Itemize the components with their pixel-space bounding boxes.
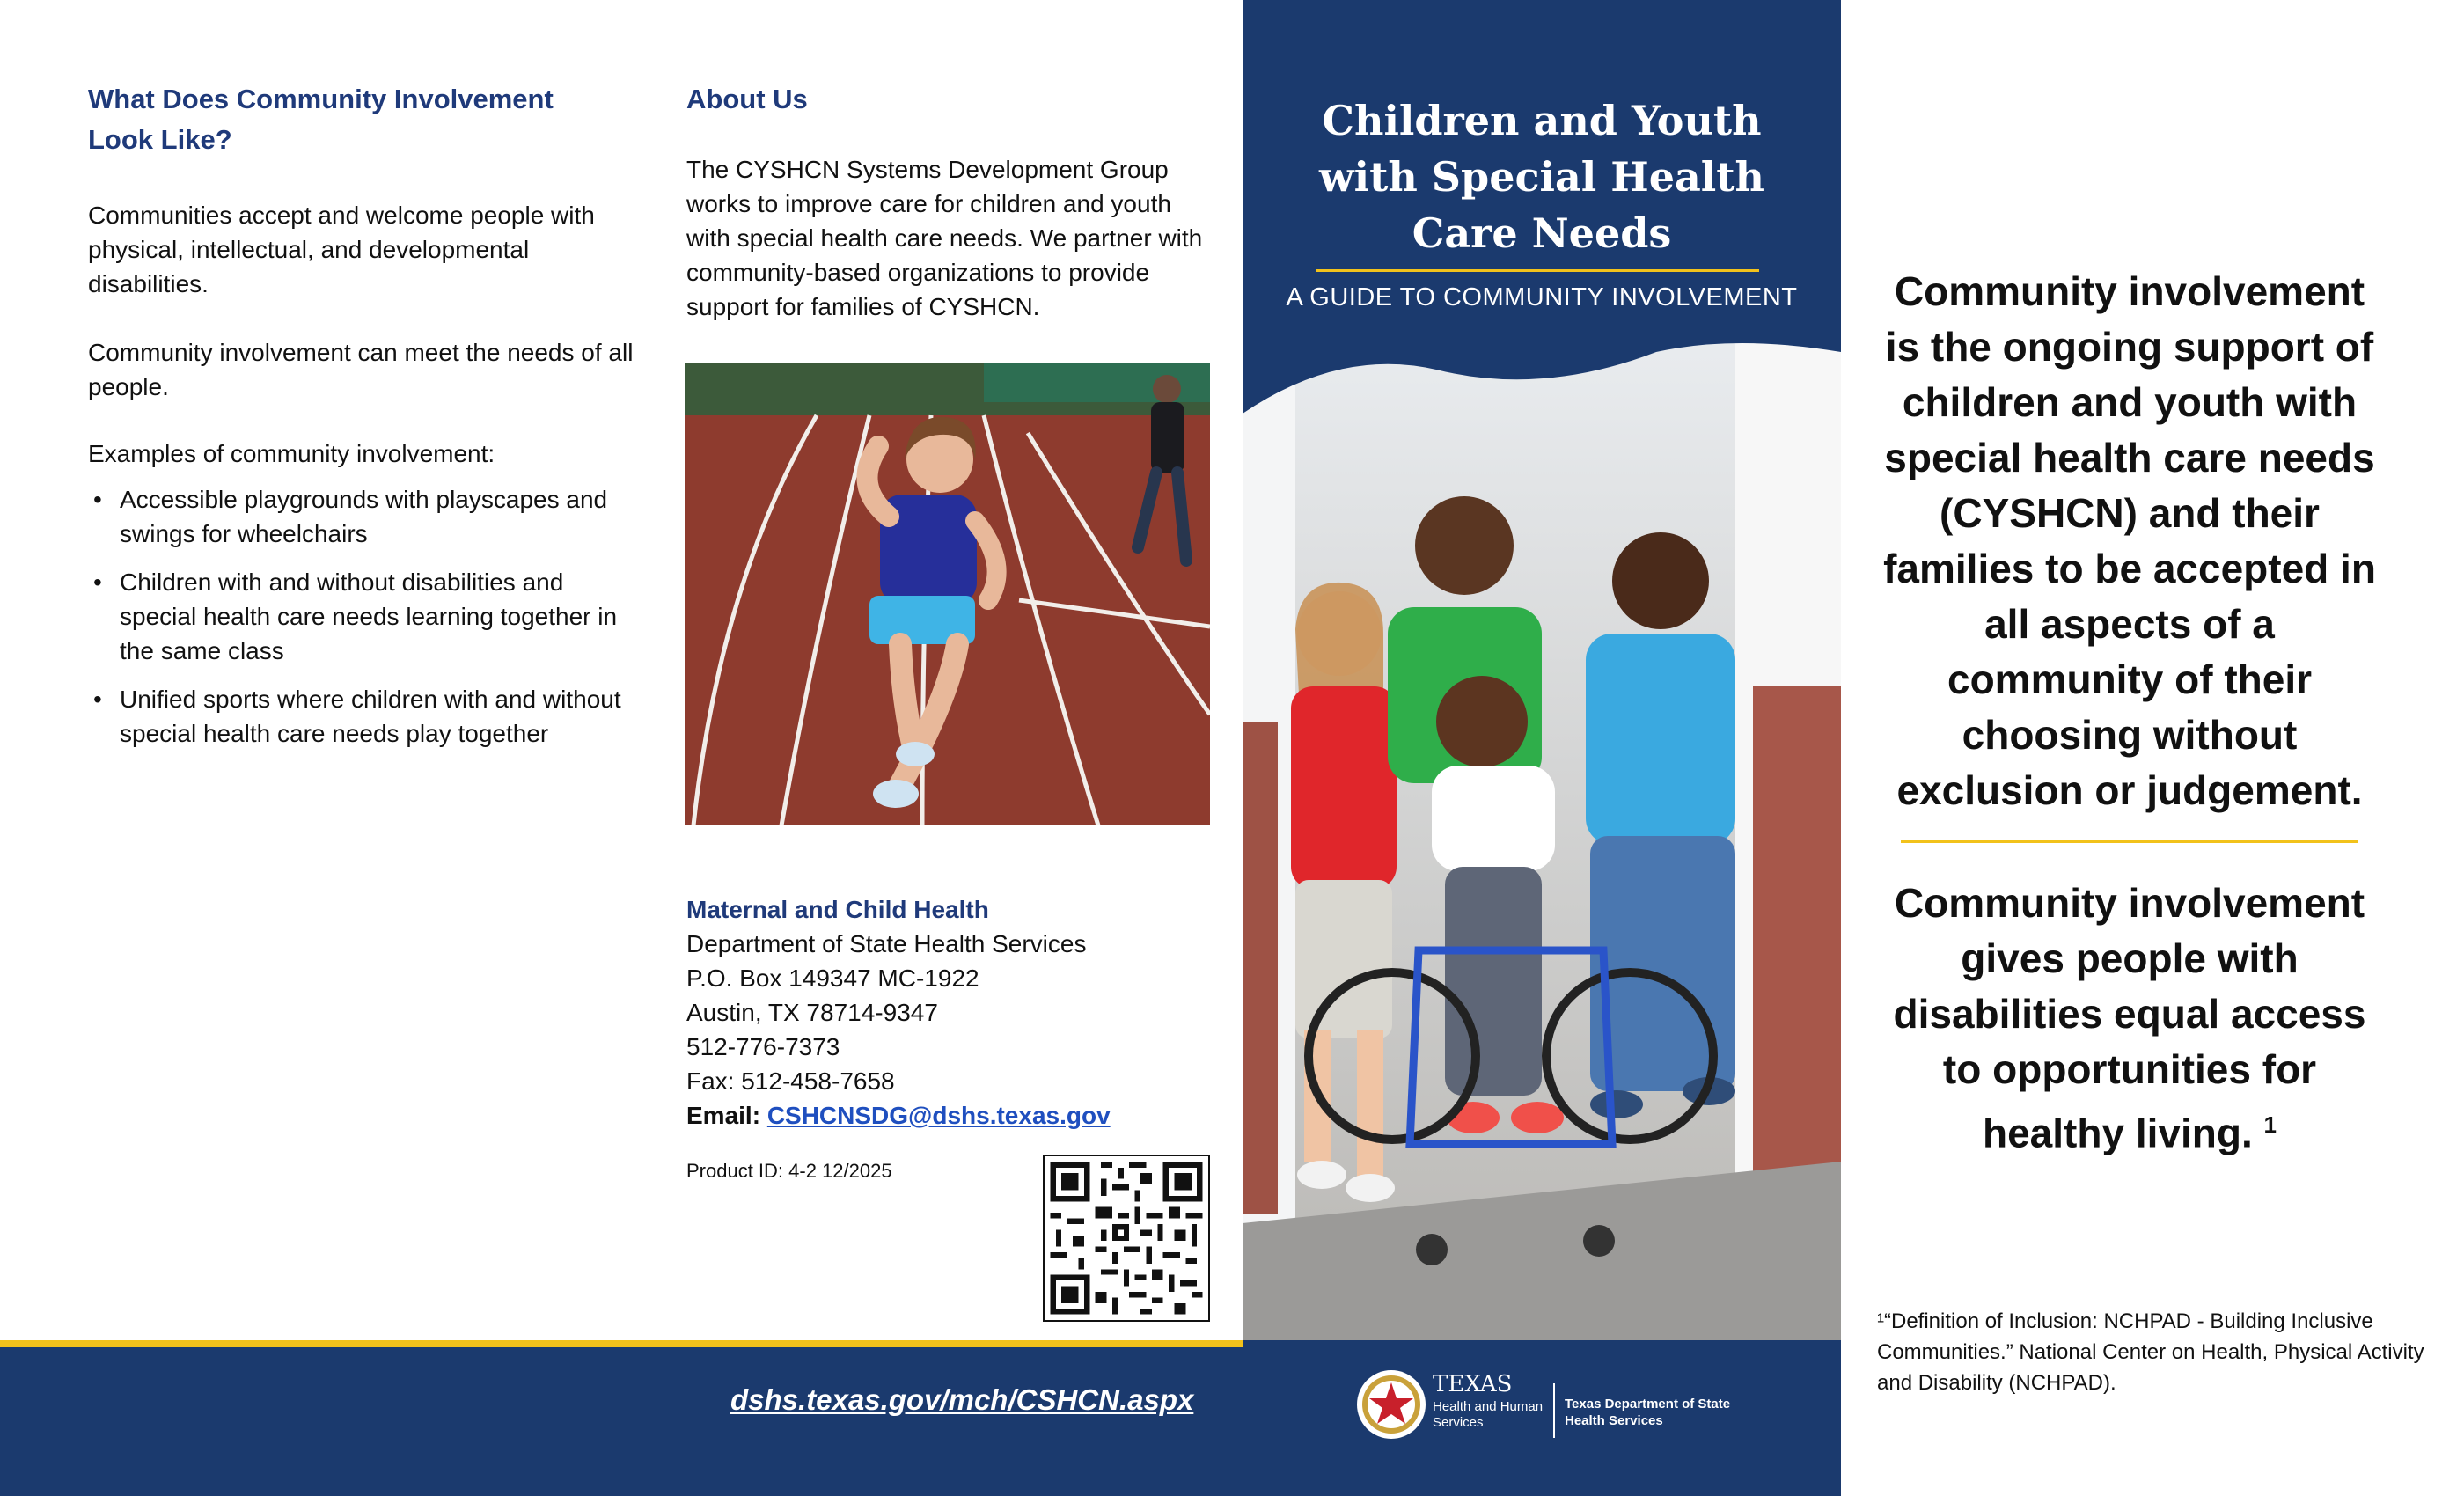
email-link[interactable]: CSHCNSDG@dshs.texas.gov [766, 1102, 1111, 1129]
contact-dept: Department of State Health Services [686, 930, 1087, 957]
footnote: ¹“Definition of Inclusion: NCHPAD - Building Inclusive Communities.” National Center on Health, Physical Activity and Disability (NCHPAD). [1877, 1309, 2424, 1395]
footnote-marker: 1 [2263, 1111, 2277, 1138]
contact-org: Maternal and Child Health [686, 896, 989, 923]
product-id: Product ID: 4-2 12/2025 [686, 1160, 892, 1182]
logo-divider [1553, 1383, 1555, 1438]
bullet: • [93, 568, 102, 596]
panel1-heading: What Does Community Involvement Look Like? [88, 84, 554, 155]
qr-code-icon[interactable] [1043, 1155, 1210, 1322]
contact-block [686, 892, 1232, 1133]
texas-star-seal-icon [1355, 1368, 1427, 1441]
right-gold-rule [1901, 840, 2358, 843]
contact-po-box: P.O. Box 149347 MC-1922 [686, 964, 979, 992]
list-item: • Children with and without disabilities and special health care needs learning together in the same class [88, 565, 634, 668]
list-item: • Unified sports where children with and without special health care needs play together [88, 682, 634, 751]
contact-phone: 512-776-7373 [686, 1033, 840, 1060]
gold-divider [0, 1340, 1243, 1347]
bullet: • [93, 686, 102, 713]
email-label: Email: [686, 1102, 761, 1129]
cover-gold-rule [1316, 269, 1759, 272]
cover-subtitle: A GUIDE TO COMMUNITY INVOLVEMENT [1286, 283, 1798, 312]
website-link[interactable]: dshs.texas.gov/mch/CSHCN.aspx [730, 1383, 1194, 1416]
statement-1: Community involvement is the ongoing support of children and youth with special health care needs (CYSHCN) and their families to be accepted in all aspects of a community of their choosing without exclusion or judgement. [1883, 268, 2376, 813]
panel1-paragraph-1: Communities accept and welcome people with physical, intellectual, and developmental disabilities. [88, 202, 595, 297]
logo-dshs: Texas Department of State Health Services [1565, 1397, 1731, 1428]
logo-texas: TEXAS [1433, 1371, 1513, 1397]
cover-title: Children and Youth with Special Health Care Needs [1319, 97, 1764, 257]
contact-fax: Fax: 512-458-7658 [686, 1067, 895, 1095]
logo-hhs: Health and Human Services [1433, 1399, 1544, 1430]
about-us-heading: About Us [686, 84, 808, 114]
panel1-paragraph-2: Community involvement can meet the needs of all people. [88, 339, 634, 400]
running-girl-photo [685, 363, 1210, 825]
examples-list [88, 482, 634, 765]
about-us-body: The CYSHCN Systems Development Group works to improve care for children and youth with special health care needs. We partner with community-based organizations to provide support for families of CYSHCN. [686, 156, 1203, 320]
examples-label: Examples of community involvement: [88, 440, 495, 467]
contact-email-row [686, 1098, 1232, 1133]
list-item: • Accessible playgrounds with playscapes and swings for wheelchairs [88, 482, 634, 551]
statement-2: Community involvement gives people with disabilities equal access to opportunities for healthy living. $^1$ [1893, 880, 2366, 1156]
bullet: • [93, 486, 102, 513]
contact-city: Austin, TX 78714-9347 [686, 999, 938, 1026]
